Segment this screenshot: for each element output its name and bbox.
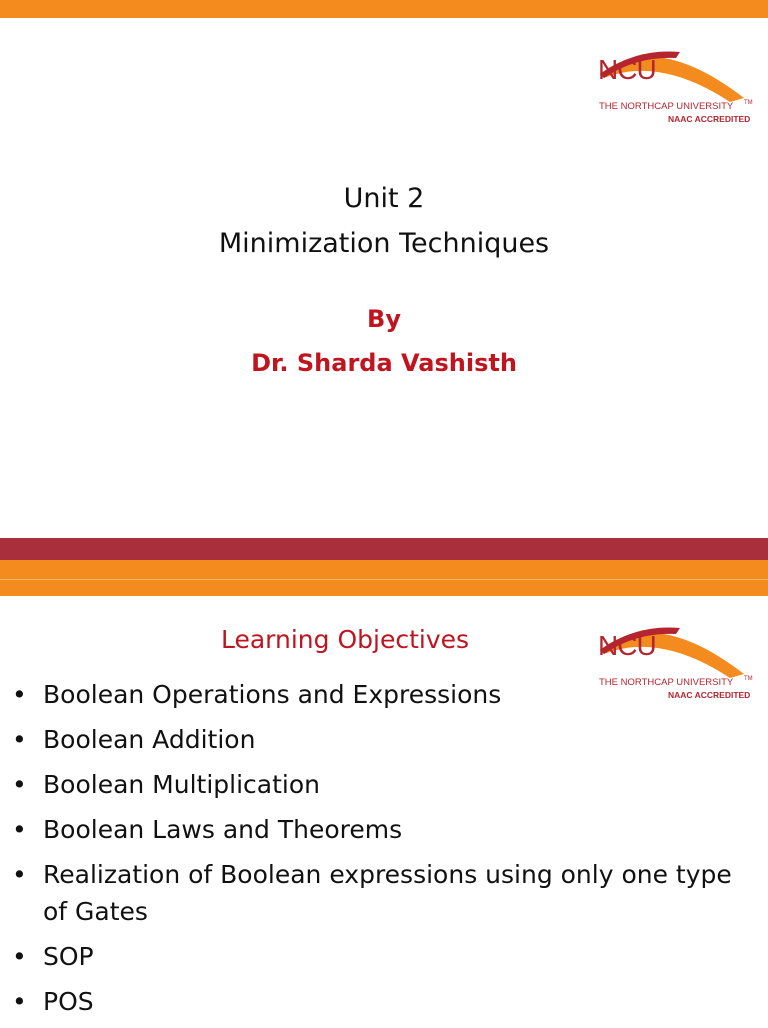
bullet-icon: • — [12, 942, 27, 971]
list-item-text: Realization of Boolean expressions using only one type of Gates — [43, 860, 732, 926]
objectives-heading: Learning Objectives — [220, 625, 470, 654]
logo-trademark: TM — [744, 100, 753, 106]
list-item — [12, 856, 752, 930]
logo-accreditation: NAAC ACCREDITED — [668, 114, 751, 124]
slide-title-unit: Unit 2 — [343, 183, 425, 214]
slide-divider-orange — [0, 560, 768, 596]
logo-abbreviation: NCU — [598, 630, 656, 661]
bullet-icon: • — [12, 680, 27, 709]
list-item-text: Boolean Addition — [43, 725, 256, 754]
author-name: Dr. Sharda Vashisth — [251, 349, 517, 377]
by-label: By — [367, 305, 401, 333]
slide-divider-red — [0, 538, 768, 560]
university-logo — [596, 42, 756, 132]
list-item — [12, 938, 752, 975]
list-item — [12, 721, 752, 758]
logo-university-name: THE NORTHCAP UNIVERSITY — [599, 677, 734, 688]
list-item-text: Boolean Multiplication — [43, 770, 321, 799]
list-item-text: POS — [43, 987, 94, 1016]
bullet-icon: • — [12, 860, 27, 889]
list-item-text: Boolean Laws and Theorems — [43, 815, 403, 844]
slide-title-topic: Minimization Techniques — [218, 228, 550, 259]
bullet-icon: • — [12, 987, 27, 1016]
logo-trademark: TM — [744, 676, 753, 682]
bullet-icon: • — [12, 815, 27, 844]
list-item — [12, 811, 752, 848]
list-item — [12, 676, 752, 713]
bullet-icon: • — [12, 770, 27, 799]
logo-abbreviation: NCU — [598, 54, 656, 85]
logo-university-name: THE NORTHCAP UNIVERSITY — [599, 101, 734, 112]
list-item-text: SOP — [43, 942, 94, 971]
bullet-icon: • — [12, 725, 27, 754]
list-item — [12, 766, 752, 803]
logo-accreditation: NAAC ACCREDITED — [668, 690, 751, 700]
objectives-list — [12, 676, 752, 1028]
slide-divider-line — [0, 579, 768, 580]
list-item — [12, 983, 752, 1020]
top-accent-stripe — [0, 0, 768, 18]
list-item-text: Boolean Operations and Expressions — [43, 680, 502, 709]
